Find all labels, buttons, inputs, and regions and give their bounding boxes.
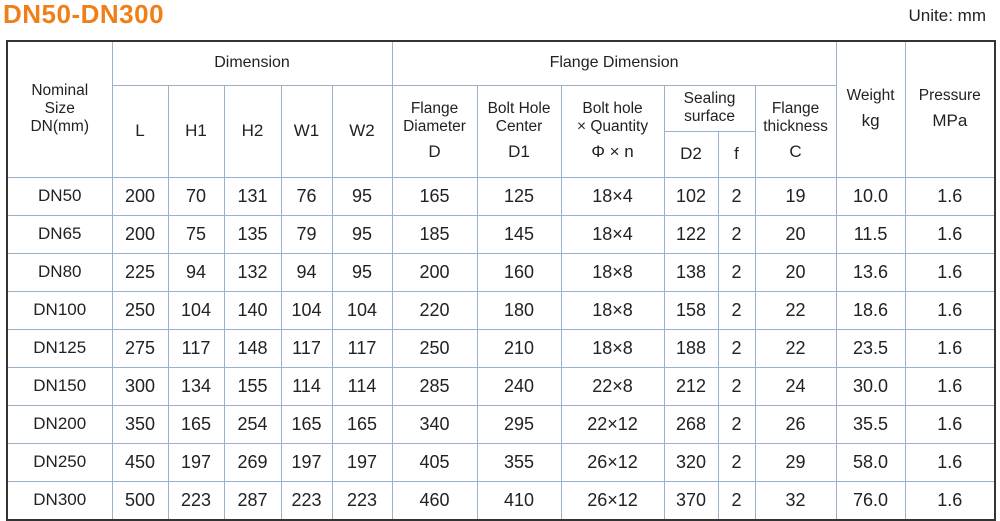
table-cell: 370 — [664, 481, 718, 520]
table-cell: 122 — [664, 215, 718, 253]
table-cell: 1.6 — [905, 329, 995, 367]
table-cell: 114 — [332, 367, 392, 405]
table-cell: 95 — [332, 215, 392, 253]
table-cell: 148 — [224, 329, 281, 367]
table-cell: 135 — [224, 215, 281, 253]
table-cell: 94 — [168, 253, 224, 291]
table-cell: DN100 — [7, 291, 112, 329]
table-cell: 200 — [112, 177, 168, 215]
table-cell: 22 — [755, 291, 836, 329]
table-cell: 250 — [112, 291, 168, 329]
table-cell: 18×8 — [561, 291, 664, 329]
table-cell: 1.6 — [905, 215, 995, 253]
table-cell: 2 — [718, 443, 755, 481]
table-cell: 117 — [281, 329, 332, 367]
table-cell: 29 — [755, 443, 836, 481]
header-sealing-surface: Sealing surface — [664, 85, 755, 131]
table-cell: 188 — [664, 329, 718, 367]
table-cell: 132 — [224, 253, 281, 291]
table-row — [7, 443, 995, 481]
table-cell: 200 — [392, 253, 477, 291]
header-H2: H2 — [224, 85, 281, 177]
table-cell: 220 — [392, 291, 477, 329]
table-cell: 134 — [168, 367, 224, 405]
table-cell: DN250 — [7, 443, 112, 481]
header-H1: H1 — [168, 85, 224, 177]
table-cell: 285 — [392, 367, 477, 405]
table-cell: 18×4 — [561, 177, 664, 215]
table-cell: 22 — [755, 329, 836, 367]
table-cell: DN300 — [7, 481, 112, 520]
table-cell: 2 — [718, 481, 755, 520]
table-cell: 30.0 — [836, 367, 905, 405]
table-cell: 155 — [224, 367, 281, 405]
table-cell: 254 — [224, 405, 281, 443]
table-cell: 320 — [664, 443, 718, 481]
table-cell: 19 — [755, 177, 836, 215]
header-f: f — [718, 131, 755, 177]
table-cell: 300 — [112, 367, 168, 405]
table-cell: 76 — [281, 177, 332, 215]
table-cell: 405 — [392, 443, 477, 481]
table-cell: 23.5 — [836, 329, 905, 367]
table-cell: 223 — [332, 481, 392, 520]
table-cell: 158 — [664, 291, 718, 329]
table-cell: 58.0 — [836, 443, 905, 481]
table-cell: 104 — [332, 291, 392, 329]
table-cell: 20 — [755, 215, 836, 253]
table-cell: 10.0 — [836, 177, 905, 215]
table-cell: 75 — [168, 215, 224, 253]
table-cell: 2 — [718, 329, 755, 367]
page-title: DN50-DN300 — [3, 0, 165, 29]
table-cell: 76.0 — [836, 481, 905, 520]
table-cell: 145 — [477, 215, 561, 253]
table-cell: 165 — [281, 405, 332, 443]
table-cell: 2 — [718, 253, 755, 291]
table-cell: 79 — [281, 215, 332, 253]
table-cell: 2 — [718, 405, 755, 443]
header-W1: W1 — [281, 85, 332, 177]
table-body — [7, 177, 995, 520]
table-cell: 240 — [477, 367, 561, 405]
dimension-table — [6, 40, 996, 521]
table-cell: 117 — [168, 329, 224, 367]
table-cell: 1.6 — [905, 291, 995, 329]
header-bolt-hole-quantity: Bolt hole × Quantity Φ × n — [561, 85, 664, 177]
table-cell: 22×8 — [561, 367, 664, 405]
table-cell: 287 — [224, 481, 281, 520]
table-cell: 95 — [332, 253, 392, 291]
table-row — [7, 215, 995, 253]
table-cell: 32 — [755, 481, 836, 520]
header-weight: Weight kg — [836, 41, 905, 177]
table-cell: 410 — [477, 481, 561, 520]
table-cell: DN150 — [7, 367, 112, 405]
table-cell: 355 — [477, 443, 561, 481]
table-cell: 165 — [332, 405, 392, 443]
table-cell: 13.6 — [836, 253, 905, 291]
table-cell: 26×12 — [561, 443, 664, 481]
table-cell: 138 — [664, 253, 718, 291]
table-cell: 114 — [281, 367, 332, 405]
table-cell: 223 — [168, 481, 224, 520]
table-cell: 131 — [224, 177, 281, 215]
header-D2: D2 — [664, 131, 718, 177]
table-cell: 2 — [718, 291, 755, 329]
table-cell: 26 — [755, 405, 836, 443]
table-cell: 117 — [332, 329, 392, 367]
header-flange-diameter: Flange Diameter D — [392, 85, 477, 177]
header-L: L — [112, 85, 168, 177]
table-cell: 223 — [281, 481, 332, 520]
header-pressure: Pressure MPa — [905, 41, 995, 177]
table-cell: DN200 — [7, 405, 112, 443]
unit-label: Unite: mm — [908, 6, 986, 25]
table-cell: DN125 — [7, 329, 112, 367]
table-cell: 1.6 — [905, 177, 995, 215]
table-cell: 268 — [664, 405, 718, 443]
table-cell: 225 — [112, 253, 168, 291]
table-cell: 450 — [112, 443, 168, 481]
table-cell: 1.6 — [905, 443, 995, 481]
table-cell: 160 — [477, 253, 561, 291]
table-row — [7, 177, 995, 215]
table-cell: 104 — [168, 291, 224, 329]
table-cell: 18×8 — [561, 329, 664, 367]
table-cell: 250 — [392, 329, 477, 367]
table-cell: 125 — [477, 177, 561, 215]
table-cell: 1.6 — [905, 405, 995, 443]
table-cell: 180 — [477, 291, 561, 329]
table-cell: 1.6 — [905, 253, 995, 291]
table-cell: 35.5 — [836, 405, 905, 443]
table-cell: 295 — [477, 405, 561, 443]
table-cell: 2 — [718, 367, 755, 405]
table-cell: 212 — [664, 367, 718, 405]
table-cell: 24 — [755, 367, 836, 405]
table-cell: DN50 — [7, 177, 112, 215]
table-cell: 95 — [332, 177, 392, 215]
table-cell: 165 — [392, 177, 477, 215]
header-nominal-size: Nominal Size DN(mm) — [7, 41, 112, 177]
table-row — [7, 405, 995, 443]
table-cell: 18×8 — [561, 253, 664, 291]
table-cell: 350 — [112, 405, 168, 443]
header-flange-thickness: Flange thickness C — [755, 85, 836, 177]
table-cell: 500 — [112, 481, 168, 520]
table-cell: 460 — [392, 481, 477, 520]
table-cell: 20 — [755, 253, 836, 291]
table-row — [7, 291, 995, 329]
header-W2: W2 — [332, 85, 392, 177]
table-cell: DN80 — [7, 253, 112, 291]
table-cell: 197 — [281, 443, 332, 481]
table-cell: 210 — [477, 329, 561, 367]
table-cell: 200 — [112, 215, 168, 253]
table-row — [7, 253, 995, 291]
table-cell: 22×12 — [561, 405, 664, 443]
table-cell: 18.6 — [836, 291, 905, 329]
table-cell: 2 — [718, 177, 755, 215]
table-cell: 340 — [392, 405, 477, 443]
table-cell: 269 — [224, 443, 281, 481]
table-cell: 70 — [168, 177, 224, 215]
table-cell: 1.6 — [905, 481, 995, 520]
table-cell: 26×12 — [561, 481, 664, 520]
table-row — [7, 329, 995, 367]
table-cell: 197 — [168, 443, 224, 481]
table-cell: 275 — [112, 329, 168, 367]
header-dimension-group: Dimension — [112, 41, 392, 85]
table-cell: 2 — [718, 215, 755, 253]
table-cell: 102 — [664, 177, 718, 215]
table-cell: 94 — [281, 253, 332, 291]
table-cell: 140 — [224, 291, 281, 329]
header-flange-group: Flange Dimension — [392, 41, 836, 85]
table-cell: 185 — [392, 215, 477, 253]
header-bolt-hole-center: Bolt Hole Center D1 — [477, 85, 561, 177]
table-row — [7, 367, 995, 405]
table-cell: 11.5 — [836, 215, 905, 253]
table-cell: DN65 — [7, 215, 112, 253]
table-row — [7, 481, 995, 520]
table-cell: 18×4 — [561, 215, 664, 253]
table-cell: 197 — [332, 443, 392, 481]
table-cell: 165 — [168, 405, 224, 443]
table-cell: 104 — [281, 291, 332, 329]
table-cell: 1.6 — [905, 367, 995, 405]
